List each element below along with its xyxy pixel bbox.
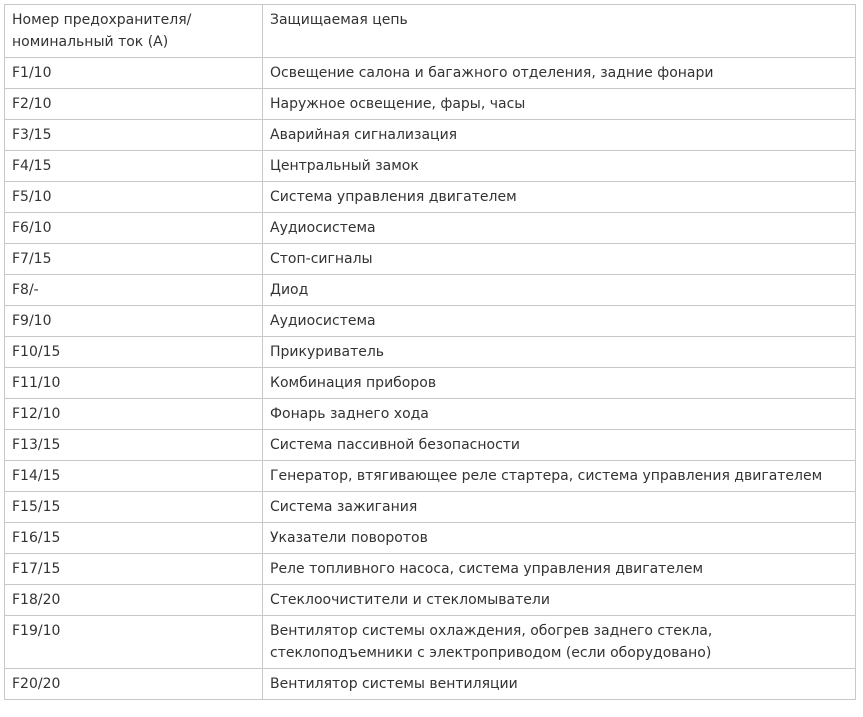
circuit-cell: Система пассивной безопасности: [263, 430, 856, 461]
table-row: [5, 151, 856, 182]
circuit-cell: Вентилятор системы охлаждения, обогрев заднего стекла, стеклоподъемники с электроприводом (если оборудовано): [263, 616, 856, 669]
fuse-cell: F9/10: [5, 306, 263, 337]
circuit-cell: Указатели поворотов: [263, 523, 856, 554]
fuse-cell: F4/15: [5, 151, 263, 182]
fuse-table: [4, 4, 856, 700]
fuse-cell: F11/10: [5, 368, 263, 399]
circuit-cell: Реле топливного насоса, система управления двигателем: [263, 554, 856, 585]
table-header-row: [5, 5, 856, 58]
circuit-cell: Прикуриватель: [263, 337, 856, 368]
circuit-cell: Система зажигания: [263, 492, 856, 523]
fuse-cell: F14/15: [5, 461, 263, 492]
table-row: [5, 306, 856, 337]
table-row: [5, 430, 856, 461]
table-row: [5, 669, 856, 700]
circuit-cell: Система управления двигателем: [263, 182, 856, 213]
table-row: [5, 461, 856, 492]
table-row: [5, 616, 856, 669]
header-protected-circuit: Защищаемая цепь: [263, 5, 856, 58]
table-row: [5, 585, 856, 616]
fuse-cell: F1/10: [5, 58, 263, 89]
table-row: [5, 89, 856, 120]
fuse-cell: F6/10: [5, 213, 263, 244]
table-row: [5, 58, 856, 89]
table-row: [5, 523, 856, 554]
circuit-cell: Аудиосистема: [263, 213, 856, 244]
fuse-cell: F8/-: [5, 275, 263, 306]
table-row: [5, 399, 856, 430]
circuit-cell: Стеклоочистители и стекломыватели: [263, 585, 856, 616]
fuse-cell: F2/10: [5, 89, 263, 120]
circuit-cell: Стоп-сигналы: [263, 244, 856, 275]
table-row: [5, 244, 856, 275]
header-fuse-number: Номер предохранителя/ номинальный ток (A): [5, 5, 263, 58]
fuse-cell: F5/10: [5, 182, 263, 213]
fuse-cell: F19/10: [5, 616, 263, 669]
table-row: [5, 120, 856, 151]
fuse-cell: F15/15: [5, 492, 263, 523]
circuit-cell: Аварийная сигнализация: [263, 120, 856, 151]
table-row: [5, 337, 856, 368]
fuse-cell: F18/20: [5, 585, 263, 616]
circuit-cell: Фонарь заднего хода: [263, 399, 856, 430]
fuse-cell: F17/15: [5, 554, 263, 585]
table-row: [5, 182, 856, 213]
table-row: [5, 368, 856, 399]
fuse-cell: F20/20: [5, 669, 263, 700]
circuit-cell: Центральный замок: [263, 151, 856, 182]
fuse-cell: F7/15: [5, 244, 263, 275]
fuse-cell: F16/15: [5, 523, 263, 554]
table-row: [5, 275, 856, 306]
table-row: [5, 554, 856, 585]
fuse-cell: F10/15: [5, 337, 263, 368]
fuse-cell: F12/10: [5, 399, 263, 430]
circuit-cell: Генератор, втягивающее реле стартера, система управления двигателем: [263, 461, 856, 492]
circuit-cell: Освещение салона и багажного отделения, задние фонари: [263, 58, 856, 89]
fuse-cell: F3/15: [5, 120, 263, 151]
circuit-cell: Комбинация приборов: [263, 368, 856, 399]
circuit-cell: Диод: [263, 275, 856, 306]
circuit-cell: Вентилятор системы вентиляции: [263, 669, 856, 700]
circuit-cell: Аудиосистема: [263, 306, 856, 337]
fuse-cell: F13/15: [5, 430, 263, 461]
circuit-cell: Наружное освещение, фары, часы: [263, 89, 856, 120]
table-row: [5, 213, 856, 244]
table-row: [5, 492, 856, 523]
